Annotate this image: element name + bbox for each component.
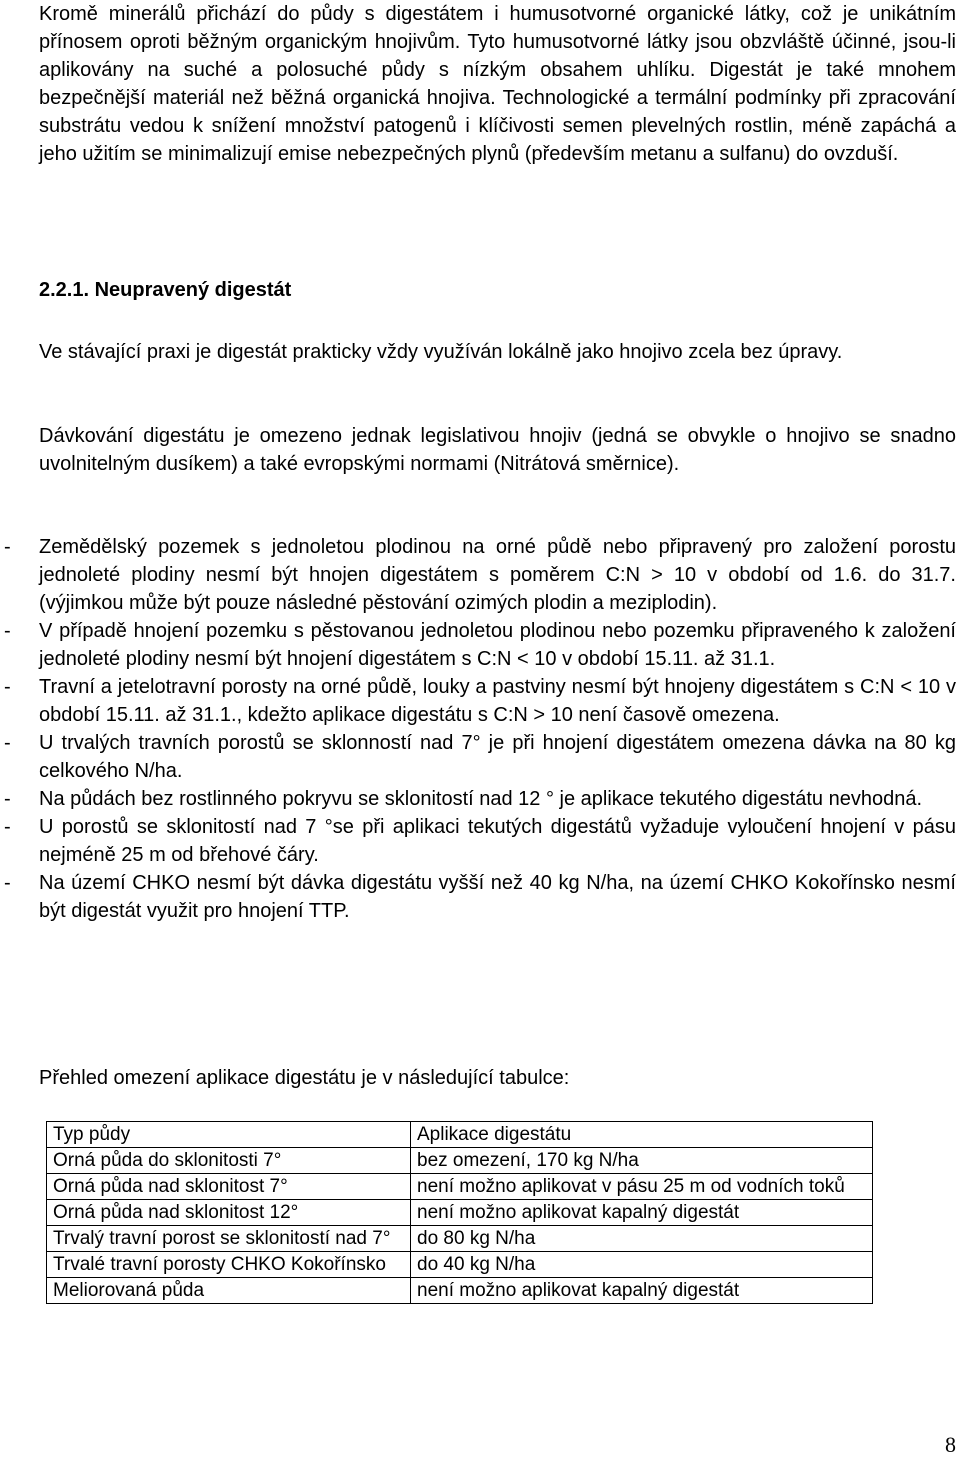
soil-type-cell: Orná půda nad sklonitost 12° — [47, 1200, 411, 1226]
application-cell: bez omezení, 170 kg N/ha — [411, 1148, 873, 1174]
table-row — [47, 1278, 873, 1304]
soil-type-cell: Orná půda nad sklonitost 7° — [47, 1174, 411, 1200]
application-cell: není možno aplikovat kapalný digestát — [411, 1200, 873, 1226]
bullet-dash: - — [4, 788, 11, 810]
list-item: - Zemědělský pozemek s jednoletou plodinou na orné půdě nebo připravený pro založení porostu jednoleté plodiny nesmí být hnojen digestátem s poměrem C:N > 10 v období od 1.6. do 31.7. (výjimkou může být pouze následné pěstování ozimých plodin a meziplodin). — [0, 533, 956, 617]
rules-list — [0, 533, 956, 925]
page-number: 8 — [945, 1432, 956, 1457]
soil-type-cell: Orná půda do sklonitosti 7° — [47, 1148, 411, 1174]
restrictions-table — [46, 1121, 873, 1304]
bullet-dash: - — [4, 536, 11, 558]
list-item: - U porostů se sklonitostí nad 7 °se při aplikaci tekutých digestátů vyžaduje vyloučení hnojení v pásu nejméně 25 m od břehové čáry. — [0, 813, 956, 869]
bullet-dash: - — [4, 620, 11, 642]
list-item: - Travní a jetelotravní porosty na orné půdě, louky a pastviny nesmí být hnojeny digestátem s C:N < 10 v období 15.11. až 31.1., kdežto aplikace digestátu s C:N > 10 není časově omezena. — [0, 673, 956, 729]
table-intro: Přehled omezení aplikace digestátu je v následující tabulce: — [39, 1067, 570, 1089]
list-item: - U trvalých travních porostů se sklonností nad 7° je při hnojení digestátem omezena dávka na 80 kg celkového N/ha. — [0, 729, 956, 785]
bullet-dash: - — [4, 676, 11, 698]
table-header-row — [47, 1122, 873, 1148]
application-cell: není možno aplikovat v pásu 25 m od vodních toků — [411, 1174, 873, 1200]
soil-type-cell: Meliorovaná půda — [47, 1278, 411, 1304]
header-cell: Aplikace digestátu — [411, 1122, 873, 1148]
paragraph-current-practice: Ve stávající praxi je digestát prakticky vždy využíván lokálně jako hnojivo zcela bez úpravy. — [39, 341, 843, 363]
table-row — [47, 1200, 873, 1226]
table-row — [47, 1226, 873, 1252]
paragraph-dosage: Dávkování digestátu je omezeno jednak legislativou hnojiv (jedná se obvykle o hnojivo se snadno uvolnitelným dusíkem) a také evropskými normami (Nitrátová směrnice). — [39, 425, 956, 475]
application-cell: do 40 kg N/ha — [411, 1252, 873, 1278]
soil-type-cell: Trvalé travní porosty CHKO Kokořínsko — [47, 1252, 411, 1278]
list-item: - Na půdách bez rostlinného pokryvu se sklonitostí nad 12 ° je aplikace tekutého digestátu nevhodná. — [0, 785, 956, 813]
section-heading: 2.2.1. Neupravený digestát — [39, 279, 292, 301]
bullet-dash: - — [4, 732, 11, 754]
application-cell: do 80 kg N/ha — [411, 1226, 873, 1252]
intro-paragraph: Kromě minerálů přichází do půdy s digestátem i humusotvorné organické látky, což je unikátním přínosem oproti běžným organickým hnojivům. Tyto humusotvorné látky jsou obzvláště účinné, jsou-li aplikovány na suché a polosuché půdy s nízkým obsahem uhlíku. Digestát je také mnohem bezpečnější materiál než běžná organická hnojiva. Technologické a termální podmínky při zpracování substrátu vedou k snížení množství patogenů i klíčivosti semen plevelných rostlin, méně zapáchá a jeho užitím se minimalizují emise nebezpečných plynů (především metanu a sulfanu) do ovzduší. — [39, 3, 956, 165]
table-row — [47, 1252, 873, 1278]
application-cell: není možno aplikovat kapalný digestát — [411, 1278, 873, 1304]
header-cell: Typ půdy — [47, 1122, 411, 1148]
table-row — [47, 1148, 873, 1174]
soil-type-cell: Trvalý travní porost se sklonitostí nad 7° — [47, 1226, 411, 1252]
bullet-dash: - — [4, 816, 11, 838]
table-row — [47, 1174, 873, 1200]
list-item: - Na území CHKO nesmí být dávka digestátu vyšší než 40 kg N/ha, na území CHKO Kokořínsko nesmí být digestát využit pro hnojení TTP. — [0, 869, 956, 925]
list-item: - V případě hnojení pozemku s pěstovanou jednoletou plodinou nebo pozemku připraveného k založení jednoleté plodiny nesmí být hnojení digestátem s C:N < 10 v období 15.11. až 31.1. — [0, 617, 956, 673]
bullet-dash: - — [4, 872, 11, 894]
